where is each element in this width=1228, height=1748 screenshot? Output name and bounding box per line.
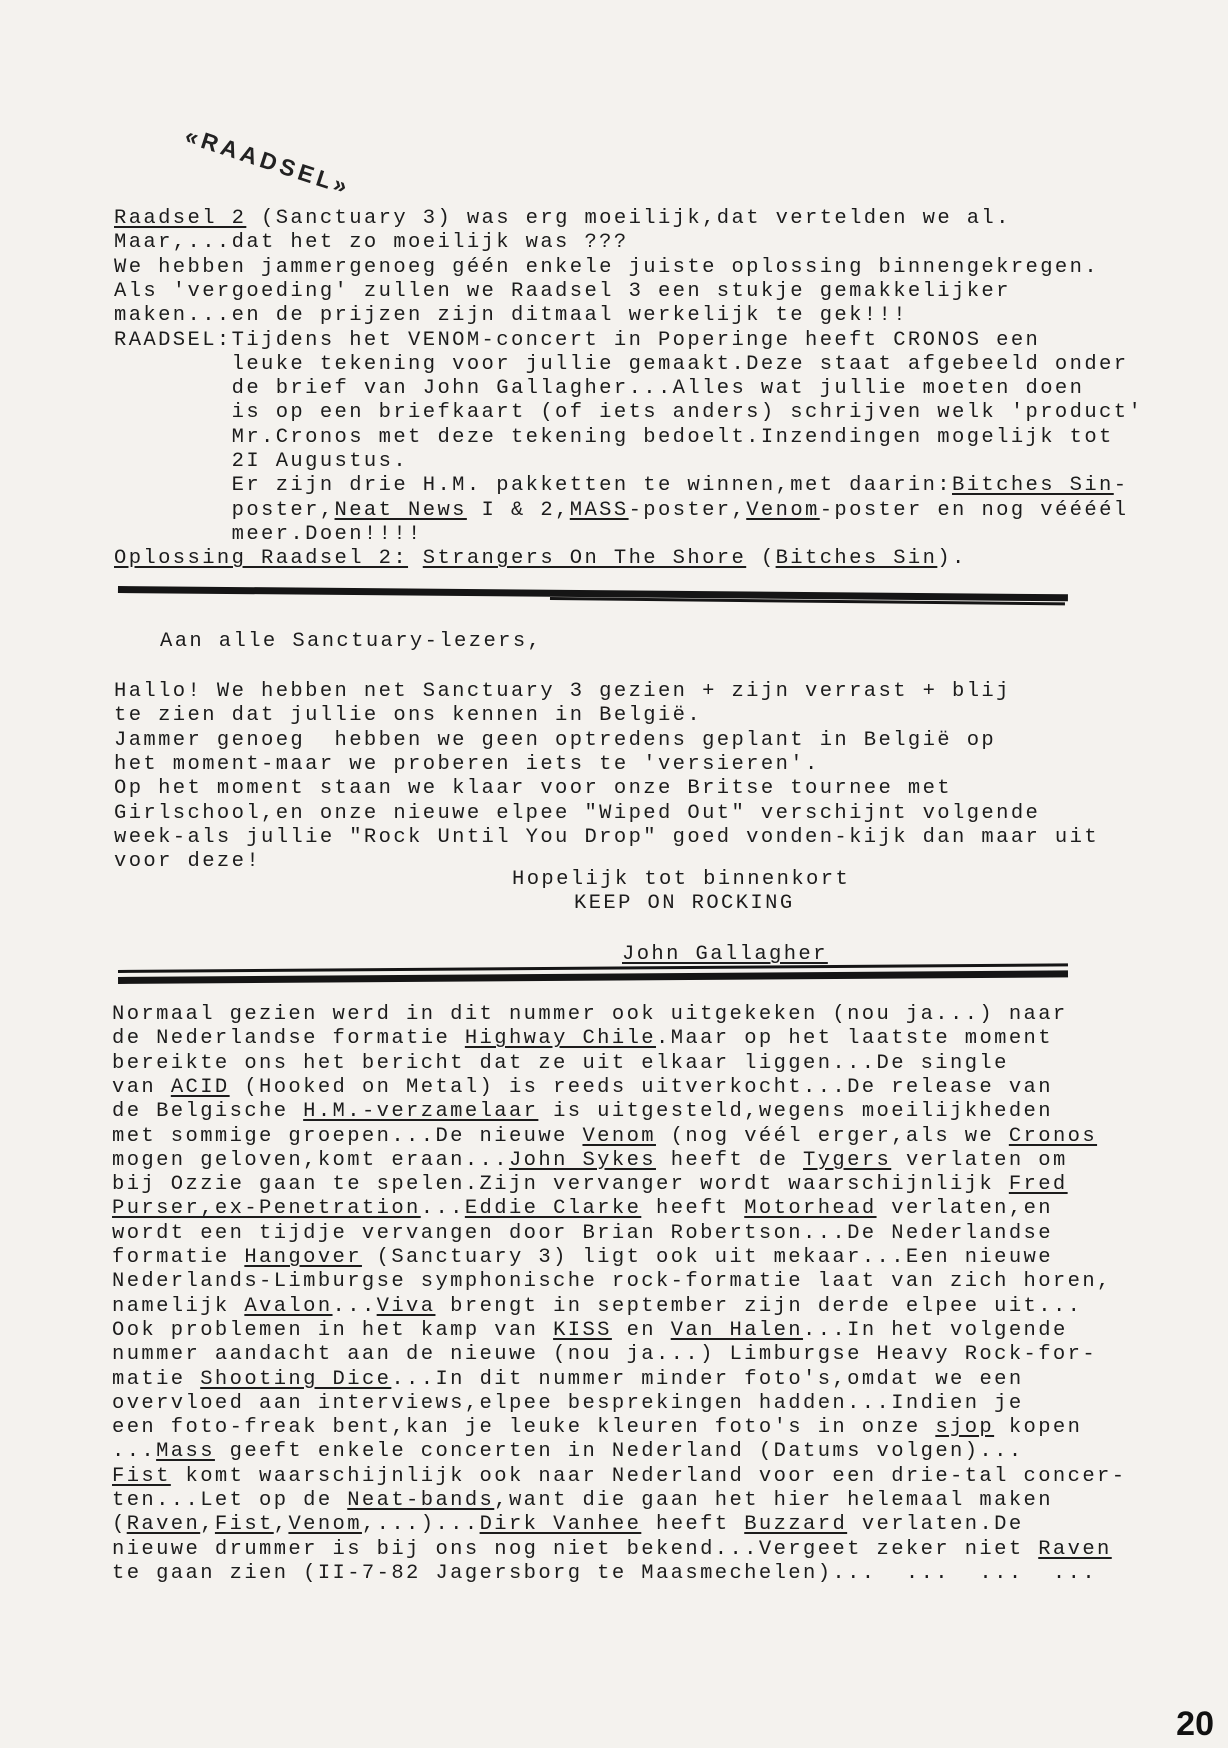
raadsel-line: 2I Augustus. bbox=[114, 450, 409, 473]
underlined-name: Shooting Dice bbox=[200, 1367, 392, 1391]
news-line: wordt een tijdje vervangen door Brian Robertson...De Nederlandse bbox=[112, 1221, 1053, 1245]
underlined-name: sjop bbox=[935, 1416, 995, 1440]
underlined-name: Purser,ex-Penetration bbox=[112, 1197, 421, 1221]
underlined-name: John Sykes bbox=[508, 1148, 656, 1172]
news-line: Ook problemen in het kamp van KISS en Van Halen...In het volgende bbox=[112, 1318, 1068, 1342]
letter-line: Jammer genoeg hebben we geen optredens geplant in België op bbox=[114, 728, 997, 752]
news-line: Normaal gezien werd in dit nummer ook uitgekeken (nou ja...) naar bbox=[112, 1003, 1068, 1026]
news-line: van ACID (Hooked on Metal) is reeds uitverkocht...De release van bbox=[112, 1075, 1053, 1099]
raadsel-line: Als 'vergoeding' zullen we Raadsel 3 een stukje gemakkelijker bbox=[114, 279, 1011, 303]
letter-line: week-als jullie "Rock Until You Drop" goed vonden-kijk dan maar uit bbox=[114, 825, 1100, 849]
underlined-name: Mass bbox=[156, 1440, 215, 1464]
underlined-name: H.M.-verzamelaar bbox=[303, 1100, 539, 1124]
underlined-name: Bitches Sin bbox=[952, 474, 1114, 498]
underlined-name: MASS bbox=[569, 498, 629, 522]
news-line: namelijk Avalon...Viva brengt in september zijn derde elpee uit... bbox=[112, 1294, 1083, 1318]
raadsel-line: de brief van John Gallagher...Alles wat jullie moeten doen bbox=[114, 377, 1085, 401]
underlined-name: Neat News bbox=[334, 498, 467, 522]
news-line: bij Ozzie gaan te spelen.Zijn vervanger wordt waarschijnlijk Fred bbox=[112, 1173, 1068, 1197]
letter-line: Girlschool,en onze nieuwe elpee "Wiped Out" verschijnt volgende bbox=[114, 801, 1041, 825]
raadsel-line: Raadsel 2 (Sanctuary 3) was erg moeilijk,dat vertelden we al. bbox=[114, 207, 1011, 230]
underlined-name: ACID bbox=[170, 1075, 230, 1099]
news-line: te gaan zien (II-7-82 Jagersborg te Maasmechelen)... ... ... ... bbox=[112, 1561, 1098, 1585]
underlined-name: Van Halen bbox=[670, 1318, 804, 1342]
raadsel-line: We hebben jammergenoeg géén enkele juiste oplossing binnengekregen. bbox=[114, 255, 1100, 279]
underlined-name: Venom bbox=[746, 498, 820, 522]
news-line: Purser,ex-Penetration...Eddie Clarke heeft Motorhead verlaten,en bbox=[112, 1197, 1053, 1221]
underlined-name: Cronos bbox=[1008, 1124, 1098, 1148]
raadsel-line: is op een briefkaart (of iets anders) schrijven welk 'product' bbox=[114, 401, 1144, 425]
raadsel-line: Oplossing Raadsel 2: Strangers On The Shore (Bitches Sin). bbox=[114, 547, 967, 571]
news-line: overvloed aan interviews,elpee besprekingen hadden...Indien je bbox=[112, 1391, 1024, 1415]
letter-line: het moment-maar we proberen iets te 'versieren'. bbox=[114, 752, 820, 776]
underlined-name: Raven bbox=[126, 1513, 201, 1537]
news-line: nieuwe drummer is bij ons nog niet bekend...Vergeet zeker niet Raven bbox=[112, 1537, 1112, 1561]
underlined-name: KISS bbox=[553, 1318, 612, 1342]
letter-signature: John Gallagher bbox=[622, 943, 828, 966]
underlined-name: Buzzard bbox=[744, 1513, 848, 1537]
underlined-name: Highway Chile bbox=[464, 1027, 656, 1051]
news-line: nummer aandacht aan de nieuwe (nou ja...) Limburgse Heavy Rock-for- bbox=[112, 1343, 1098, 1367]
underlined-name: Neat-bands bbox=[347, 1489, 495, 1512]
underlined-name: Strangers On The Shore bbox=[422, 547, 747, 571]
underlined-name: Venom bbox=[288, 1513, 362, 1537]
news-line: Nederlands-Limburgse symphonische rock-formatie laat van zich horen, bbox=[112, 1270, 1112, 1294]
letter-line: te zien dat jullie ons kennen in België. bbox=[114, 704, 703, 728]
raadsel-line: RAADSEL:Tijdens het VENOM-concert in Poperinge heeft CRONOS een bbox=[114, 328, 1041, 352]
letter-line: Hallo! We hebben net Sanctuary 3 gezien + zijn verrast + blij bbox=[114, 680, 1011, 703]
underlined-name: Motorhead bbox=[744, 1197, 877, 1221]
letter-greeting: Aan alle Sanctuary-lezers, bbox=[160, 630, 543, 653]
letter-line: voor deze! bbox=[114, 850, 262, 874]
raadsel-line: maken...en de prijzen zijn ditmaal werkelijk te gek!!! bbox=[114, 304, 908, 328]
underlined-name: Dirk Vanhee bbox=[479, 1513, 642, 1537]
underlined-name: Fred bbox=[1008, 1173, 1068, 1197]
underlined-name: Fist bbox=[214, 1513, 274, 1537]
raadsel-line: Mr.Cronos met deze tekening bedoelt.Inzendingen mogelijk tot bbox=[114, 425, 1114, 449]
raadsel-heading: «RAADSEL» bbox=[181, 122, 355, 201]
news-line: (Raven,Fist,Venom,...)...Dirk Vanhee heeft Buzzard verlaten.De bbox=[112, 1513, 1024, 1537]
letter-closing-2: KEEP ON ROCKING bbox=[574, 892, 795, 915]
news-line: ten...Let op de Neat-bands,want die gaan het hier helemaal maken bbox=[112, 1489, 1053, 1512]
underlined-name: Avalon bbox=[244, 1294, 333, 1318]
raadsel-line: poster,Neat News I & 2,MASS-poster,Venom-poster en nog véééél bbox=[114, 498, 1129, 522]
underlined-name: Eddie Clarke bbox=[464, 1197, 642, 1221]
news-line: formatie Hangover (Sanctuary 3) ligt ook uit mekaar...Een nieuwe bbox=[112, 1246, 1053, 1269]
news-line: matie Shooting Dice...In dit nummer minder foto's,omdat we een bbox=[112, 1367, 1024, 1391]
news-line: de Nederlandse formatie Highway Chile.Maar op het laatste moment bbox=[112, 1027, 1053, 1051]
news-line: een foto-freak bent,kan je leuke kleuren foto's in onze sjop kopen bbox=[112, 1416, 1083, 1440]
underlined-name: Venom bbox=[582, 1124, 656, 1148]
divider-bottom bbox=[118, 970, 1068, 984]
underlined-name: Hangover bbox=[244, 1246, 362, 1269]
news-line: de Belgische H.M.-verzamelaar is uitgesteld,wegens moeilijkheden bbox=[112, 1100, 1053, 1124]
raadsel-line: meer.Doen!!!! bbox=[114, 522, 423, 546]
raadsel-line: Er zijn drie H.M. pakketten te winnen,met daarin:Bitches Sin- bbox=[114, 474, 1129, 498]
raadsel-line: leuke tekening voor jullie gemaakt.Deze staat afgebeeld onder bbox=[114, 352, 1129, 376]
underlined-name: Bitches Sin bbox=[775, 547, 938, 571]
news-line: bereikte ons het bericht dat ze uit elkaar liggen...De single bbox=[112, 1051, 1009, 1075]
news-line: ...Mass geeft enkele concerten in Nederland (Datums volgen)... bbox=[112, 1440, 1024, 1464]
news-line: Fist komt waarschijnlijk ook naar Nederland voor een drie-tal concer- bbox=[112, 1464, 1127, 1488]
underlined-name: Fist bbox=[112, 1464, 171, 1488]
page-number: 20 bbox=[1176, 1705, 1214, 1743]
underlined-name: Raven bbox=[1038, 1537, 1112, 1561]
raadsel-line: Maar,...dat het zo moeilijk was ??? bbox=[114, 231, 629, 255]
underlined-name: Raadsel 2 bbox=[114, 207, 247, 230]
news-line: mogen geloven,komt eraan...John Sykes heeft de Tygers verlaten om bbox=[112, 1148, 1068, 1172]
letter-closing-1: Hopelijk tot binnenkort bbox=[512, 868, 851, 891]
underlined-name: Tygers bbox=[803, 1148, 892, 1172]
underlined-name: Oplossing Raadsel 2: bbox=[114, 547, 409, 571]
underlined-name: Viva bbox=[376, 1294, 436, 1318]
letter-line: Op het moment staan we klaar voor onze Britse tournee met bbox=[114, 777, 953, 801]
news-line: met sommige groepen...De nieuwe Venom (nog véél erger,als we Cronos bbox=[112, 1124, 1098, 1148]
